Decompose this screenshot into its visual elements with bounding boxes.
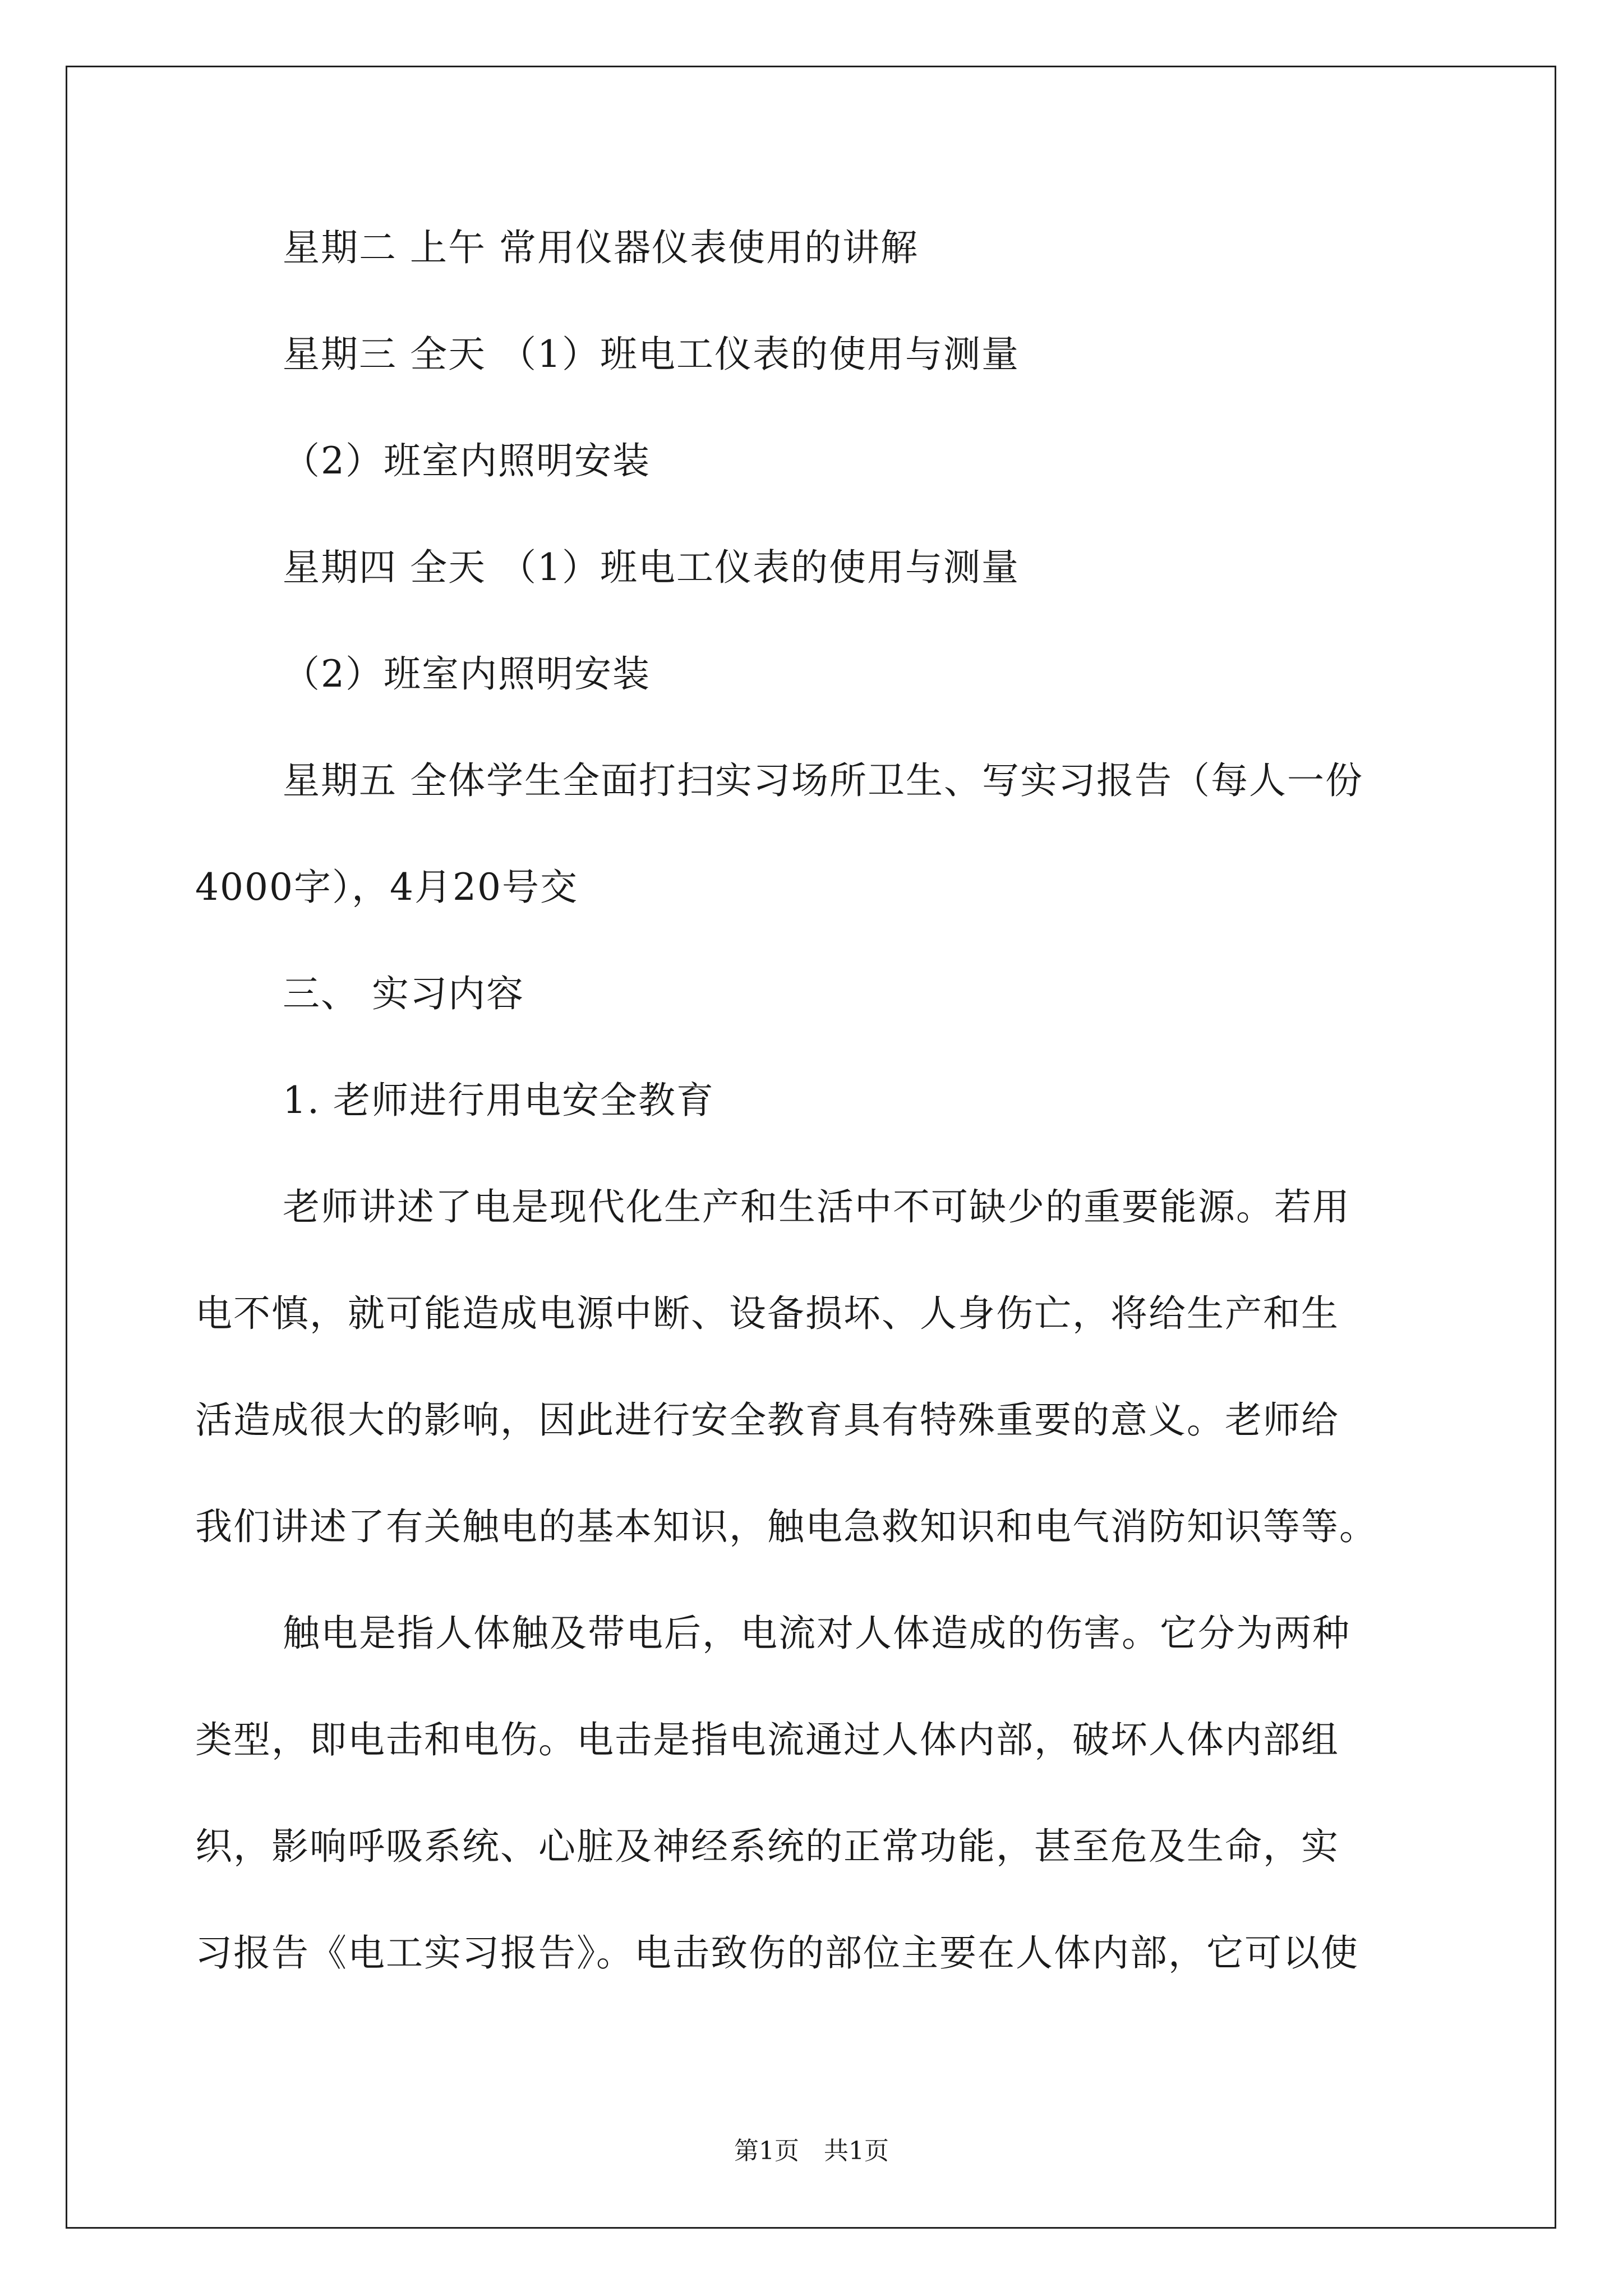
schedule-line-wednesday-class2: （2）班室内照明安装 [283,439,651,482]
page-border [66,66,1556,2229]
schedule-line-tuesday: 星期二 上午 常用仪器仪表使用的讲解 [283,226,919,269]
schedule-line-thursday-class2: （2）班室内照明安装 [283,652,651,696]
schedule-line-wednesday: 星期三 全天 （1）班电工仪表的使用与测量 [283,333,1020,376]
schedule-line-friday: 星期五 全体学生全面打扫实习场所卫生、写实习报告（每人一份 [283,759,1363,802]
schedule-line-thursday: 星期四 全天 （1）班电工仪表的使用与测量 [283,546,1020,589]
paragraph-2-line-2: 类型，即电击和电伤。电击是指电流通过人体内部，破坏人体内部组 [195,1718,1339,1761]
paragraph-1-line-2: 电不慎，就可能造成电源中断、设备损坏、人身伤亡，将给生产和生 [195,1292,1339,1335]
section-heading: 三、 实习内容 [283,972,524,1015]
paragraph-1-line-1: 老师讲述了电是现代化生产和生活中不可缺少的重要能源。若用 [283,1185,1350,1228]
paragraph-1-line-4: 我们讲述了有关触电的基本知识，触电急救知识和电气消防知识等等。 [195,1505,1377,1548]
schedule-line-friday-cont: 4000字），4月20号交 [195,866,578,909]
paragraph-1-line-3: 活造成很大的影响，因此进行安全教育具有特殊重要的意义。老师给 [195,1398,1339,1442]
paragraph-2-line-3: 织，影响呼吸系统、心脏及神经系统的正常功能，甚至危及生命，实 [195,1825,1339,1868]
paragraph-2-line-1: 触电是指人体触及带电后，电流对人体造成的伤害。它分为两种 [283,1612,1350,1655]
page-number-footer: 第1页 共1页 [734,2137,889,2165]
paragraph-2-line-4: 习报告《电工实习报告》。电击致伤的部位主要在人体内部，它可以使 [195,1931,1359,1975]
subsection-heading: 1. 老师进行用电安全教育 [283,1079,714,1122]
